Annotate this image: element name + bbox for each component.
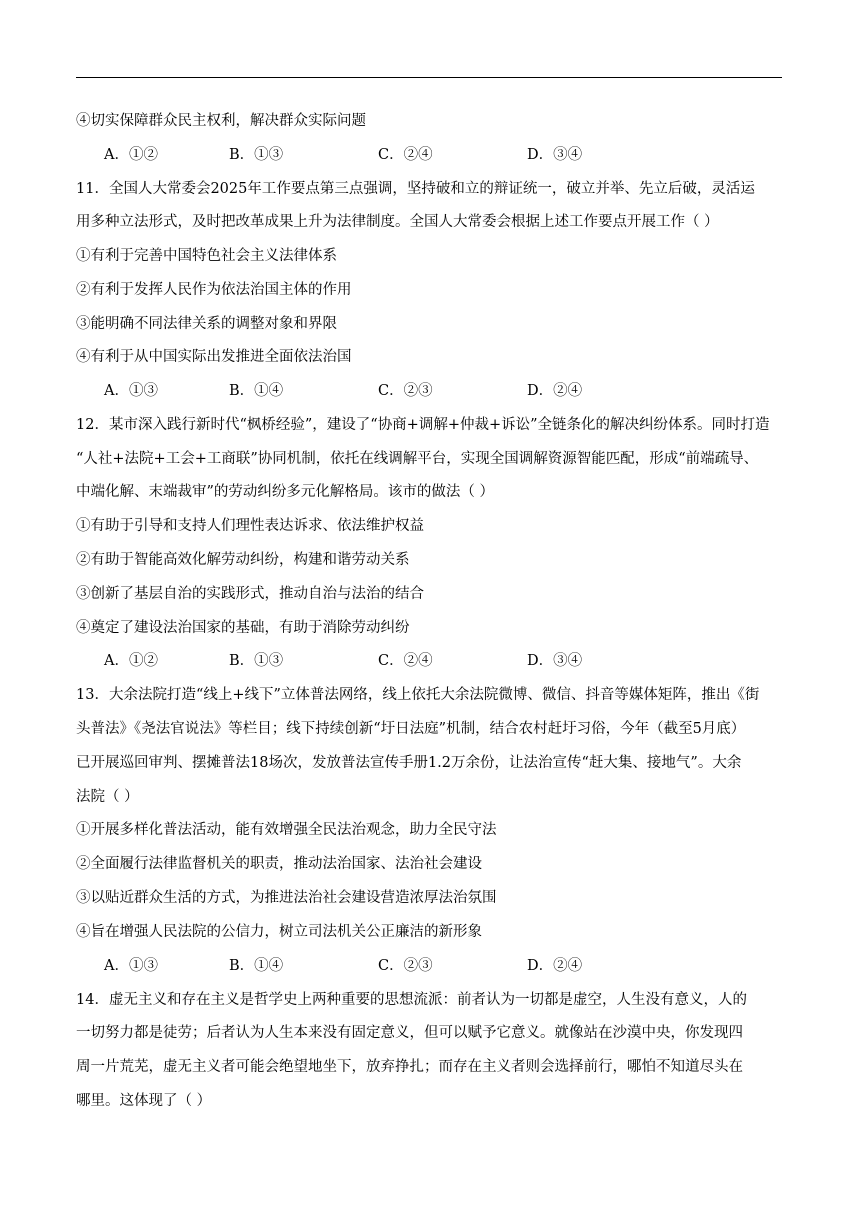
q13-choice-a: A．①③	[104, 958, 158, 974]
q11-option-2: ②有利于发挥人民作为依法治国主体的作用	[76, 282, 352, 298]
q13-option-1: ①开展多样化普法活动，能有效增强全民法治观念，助力全民守法	[76, 822, 497, 838]
q12-stem-line-1: 12．某市深入践行新时代“枫桥经验”，建设了“协商+调解+仲裁+诉讼”全链条化的解决纠纷体系。同时打造	[76, 417, 770, 433]
q13-stem-line-2: 头普法》《尧法官说法》等栏目；线下持续创新“圩日法庭”机制，结合农村赶圩习俗，今年（截至5月底）	[76, 721, 746, 737]
q14-stem-line-3: 周一片荒芜，虚无主义者可能会绝望地坐下，放弃挣扎；而存在主义者则会选择前行，哪怕不知道尽头在	[76, 1059, 743, 1075]
q13-choice-d: D．②④	[527, 958, 583, 974]
q13-option-3: ③以贴近群众生活的方式，为推进法治社会建设营造浓厚法治氛围	[76, 890, 497, 906]
q12-option-1: ①有助于引导和支持人们理性表达诉求、依法维护权益	[76, 518, 424, 534]
header-rule	[76, 77, 782, 78]
q12-option-4: ④奠定了建设法治国家的基础，有助于消除劳动纠纷	[76, 620, 410, 636]
q13-option-4: ④旨在增强人民法院的公信力，树立司法机关公正廉洁的新形象	[76, 924, 482, 940]
q10-choice-a: A．①②	[104, 147, 158, 163]
q12-choice-d: D．③④	[527, 653, 583, 669]
q11-choice-b: B．①④	[229, 383, 284, 399]
q11-choice-c: C．②③	[378, 383, 433, 399]
q14-stem-line-4: 哪里。这体现了（ ）	[76, 1093, 212, 1109]
q12-stem-line-2: “人社+法院+工会+工商联”协同机制，依托在线调解平台，实现全国调解资源智能匹配，形成“前端疏导、	[76, 451, 759, 467]
q13-choice-c: C．②③	[378, 958, 433, 974]
q10-choice-d: D．③④	[527, 147, 583, 163]
q12-option-2: ②有助于智能高效化解劳动纠纷，构建和谐劳动关系	[76, 552, 410, 568]
q11-option-1: ①有利于完善中国特色社会主义法律体系	[76, 248, 337, 264]
q13-stem-line-4: 法院（ ）	[76, 789, 139, 805]
q13-stem-line-1: 13．大余法院打造“线上+线下”立体普法网络，线上依托大余法院微博、微信、抖音等媒体矩阵，推出《街	[76, 687, 760, 703]
q11-stem-line-2: 用多种立法形式，及时把改革成果上升为法律制度。全国人大常委会根据上述工作要点开展工作（ ）	[76, 214, 719, 230]
q13-stem-line-3: 已开展巡回审判、摆摊普法18场次，发放普法宣传手册1.2万余份，让法治宣传“赶大集、接地气”。大余	[76, 755, 742, 771]
q12-choice-c: C．②④	[378, 653, 433, 669]
q11-option-4: ④有利于从中国实际出发推进全面依法治国	[76, 349, 352, 365]
q14-stem-line-1: 14．虚无主义和存在主义是哲学史上两种重要的思想流派：前者认为一切都是虚空，人生没有意义，人的	[76, 992, 747, 1008]
q13-choice-b: B．①④	[229, 958, 284, 974]
q10-choice-c: C．②④	[378, 147, 433, 163]
q14-stem-line-2: 一切努力都是徒劳；后者认为人生本来没有固定意义，但可以赋予它意义。就像站在沙漠中央，你发现四	[76, 1025, 743, 1041]
q12-option-3: ③创新了基层自治的实践形式，推动自治与法治的结合	[76, 586, 424, 602]
q10-choice-b: B．①③	[229, 147, 284, 163]
q13-option-2: ②全面履行法律监督机关的职责，推动法治国家、法治社会建设	[76, 856, 482, 872]
q11-option-3: ③能明确不同法律关系的调整对象和界限	[76, 316, 337, 332]
q12-choice-a: A．①②	[104, 653, 158, 669]
q11-stem-line-1: 11．全国人大常委会2025年工作要点第三点强调，坚持破和立的辩证统一，破立并举、先立后破，灵活运	[76, 181, 755, 197]
q12-stem-line-3: 中端化解、末端裁审”的劳动纠纷多元化解格局。该市的做法（ ）	[76, 484, 495, 500]
q10-option-4: ④切实保障群众民主权利，解决群众实际问题	[76, 113, 366, 129]
q12-choice-b: B．①③	[229, 653, 284, 669]
q11-choice-d: D．②④	[527, 383, 583, 399]
q11-choice-a: A．①③	[104, 383, 158, 399]
